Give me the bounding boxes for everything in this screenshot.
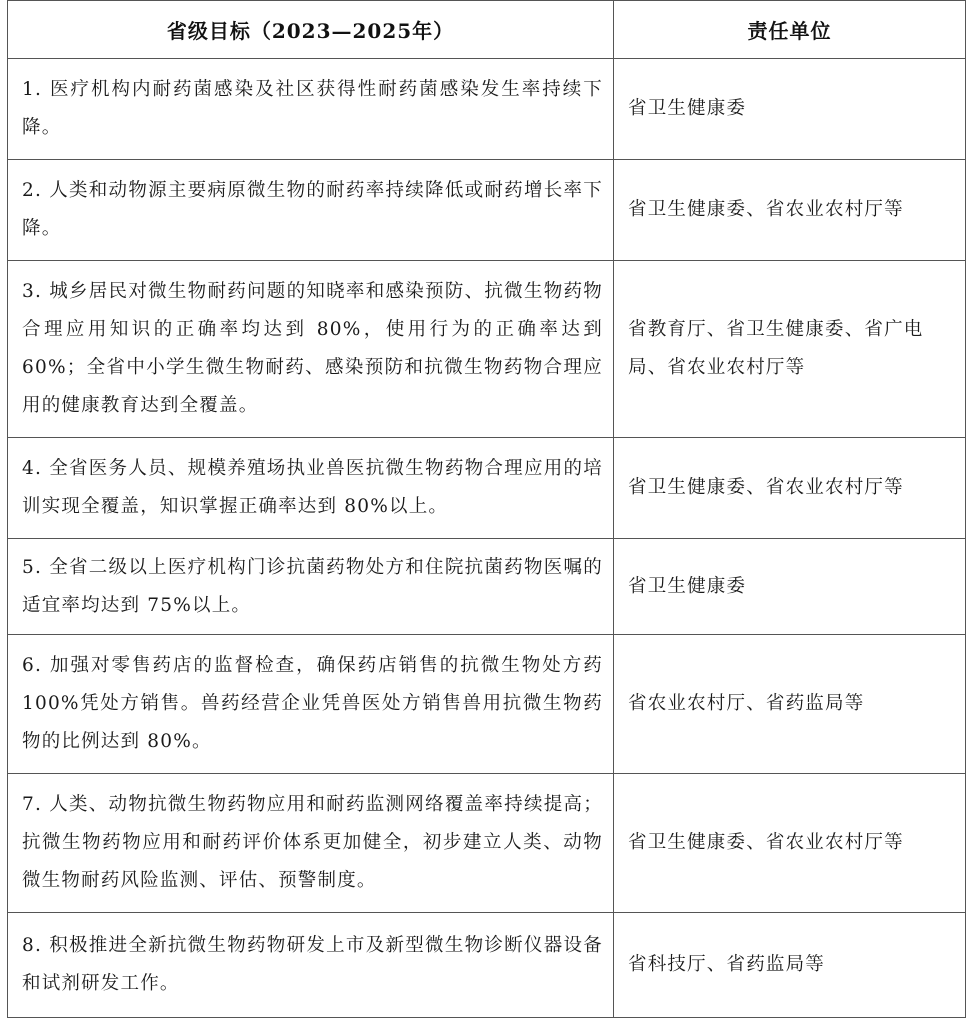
table-row: [8, 438, 966, 539]
header-unit: 责任单位: [614, 1, 966, 59]
table-row: [8, 635, 966, 774]
goal-cell: 1. 医疗机构内耐药菌感染及社区获得性耐药菌感染发生率持续下降。: [8, 59, 614, 160]
table-row: [8, 59, 966, 160]
header-goal: 省级目标（2023—2025年）: [8, 1, 614, 59]
goal-cell: 2. 人类和动物源主要病原微生物的耐药率持续降低或耐药增长率下降。: [8, 160, 614, 261]
header-row: [8, 1, 966, 59]
table-row: [8, 774, 966, 913]
table-body: [8, 59, 966, 1018]
table-row: [8, 539, 966, 635]
goal-cell: 5. 全省二级以上医疗机构门诊抗菌药物处方和住院抗菌药物医嘱的适宜率均达到 75%以上。: [8, 539, 614, 635]
goal-cell: 4. 全省医务人员、规模养殖场执业兽医抗微生物药物合理应用的培训实现全覆盖，知识掌握正确率达到 80%以上。: [8, 438, 614, 539]
unit-cell: 省卫生健康委: [614, 59, 966, 160]
unit-cell: 省卫生健康委: [614, 539, 966, 635]
table-row: [8, 913, 966, 1018]
goals-table: [7, 0, 966, 1018]
table-row: [8, 261, 966, 438]
unit-cell: 省卫生健康委、省农业农村厅等: [614, 438, 966, 539]
goal-cell: 3. 城乡居民对微生物耐药问题的知晓率和感染预防、抗微生物药物合理应用知识的正确率均达到 80%，使用行为的正确率达到 60%；全省中小学生微生物耐药、感染预防和抗微生物药物合理应用的健康教育达到全覆盖。: [8, 261, 614, 438]
unit-cell: 省卫生健康委、省农业农村厅等: [614, 774, 966, 913]
unit-cell: 省教育厅、省卫生健康委、省广电局、省农业农村厅等: [614, 261, 966, 438]
unit-cell: 省卫生健康委、省农业农村厅等: [614, 160, 966, 261]
table-row: [8, 160, 966, 261]
unit-cell: 省科技厅、省药监局等: [614, 913, 966, 1018]
goal-cell: 6. 加强对零售药店的监督检查，确保药店销售的抗微生物处方药 100%凭处方销售。兽药经营企业凭兽医处方销售兽用抗微生物药物的比例达到 80%。: [8, 635, 614, 774]
unit-cell: 省农业农村厅、省药监局等: [614, 635, 966, 774]
table-header: [8, 1, 966, 59]
goal-cell: 7. 人类、动物抗微生物药物应用和耐药监测网络覆盖率持续提高；抗微生物药物应用和耐药评价体系更加健全，初步建立人类、动物微生物耐药风险监测、评估、预警制度。: [8, 774, 614, 913]
goal-cell: 8. 积极推进全新抗微生物药物研发上市及新型微生物诊断仪器设备和试剂研发工作。: [8, 913, 614, 1018]
